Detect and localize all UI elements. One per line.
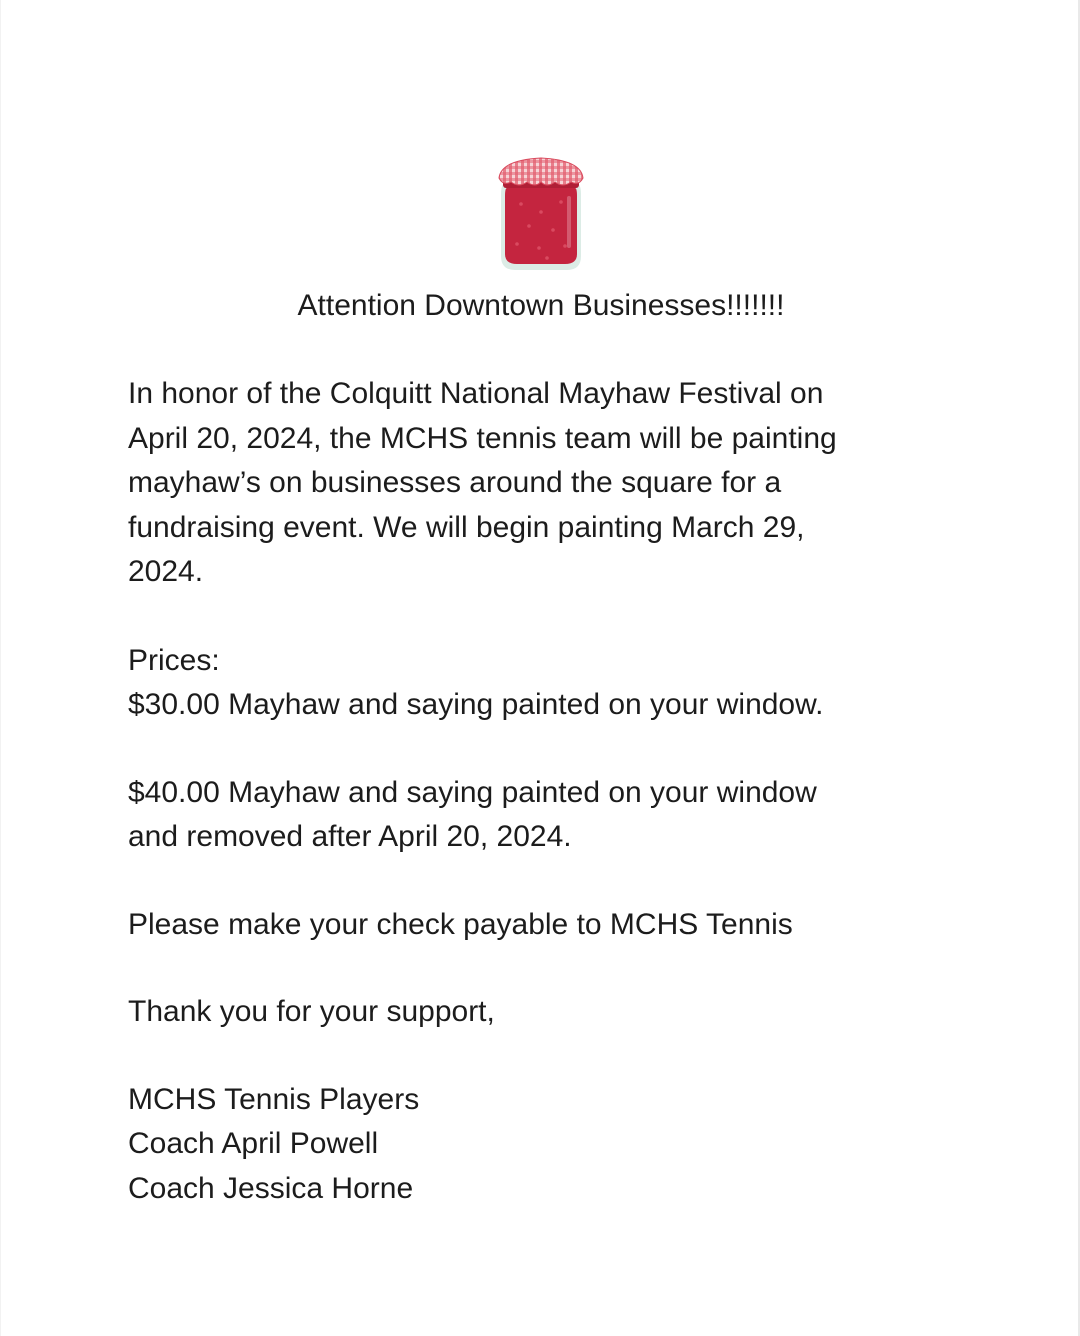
page-title: Attention Downtown Businesses!!!!!!! <box>297 289 785 322</box>
signature-line: Coach April Powell <box>128 1127 379 1160</box>
closing-line: Thank you for your support, <box>128 995 495 1028</box>
price-option-40-continued: and removed after April 20, 2024. <box>128 820 572 853</box>
intro-line: April 20, 2024, the MCHS tennis team will be painting <box>128 421 837 455</box>
price-option-30: $30.00 Mayhaw and saying painted on your window. <box>128 688 824 721</box>
signature-line: MCHS Tennis Players <box>128 1082 420 1116</box>
mayhaw-jelly-jar-icon <box>491 154 591 274</box>
price-option-40: $40.00 Mayhaw and saying painted on your window <box>128 775 817 809</box>
payment-instructions: Please make your check payable to MCHS Tennis <box>128 907 793 941</box>
prices-heading: Prices: <box>128 643 220 677</box>
intro-line: In honor of the Colquitt National Mayhaw Festival on <box>128 377 824 410</box>
intro-line: mayhaw’s on businesses around the square for a <box>128 466 782 499</box>
intro-line: fundraising event. We will begin painting March 29, <box>128 510 805 544</box>
signature-line: Coach Jessica Horne <box>128 1171 414 1205</box>
intro-line: 2024. <box>128 555 204 588</box>
letter-body <box>128 372 948 1211</box>
